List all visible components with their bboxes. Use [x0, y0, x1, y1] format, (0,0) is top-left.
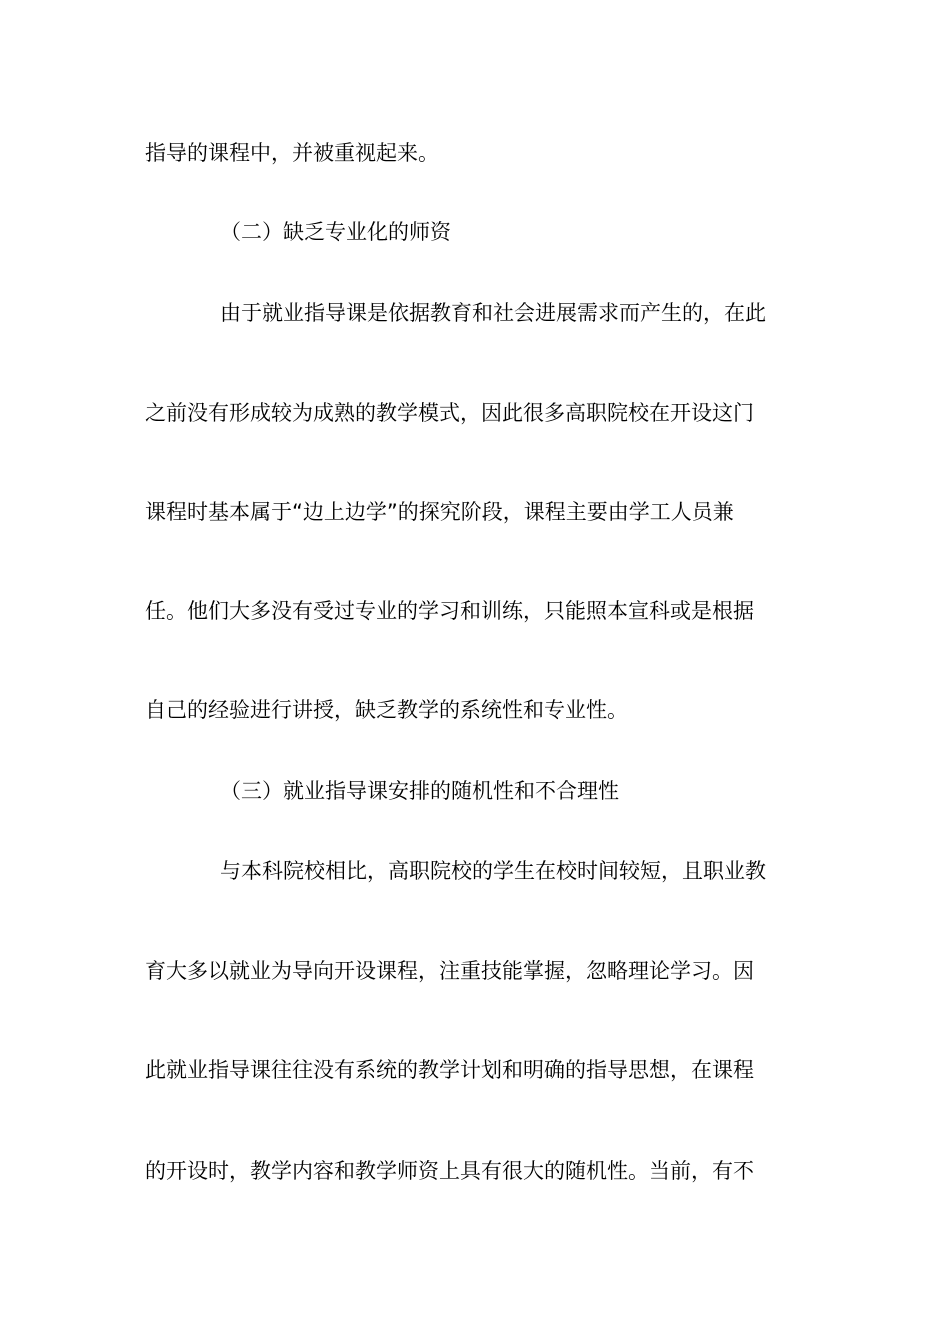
section-heading: （三）就业指导课安排的随机性和不合理性	[220, 779, 619, 803]
paragraph-line: 的开设时，教学内容和教学师资上具有很大的随机性。当前，有不	[145, 1159, 754, 1183]
section-heading: （二）缺乏专业化的师资	[220, 220, 451, 244]
paragraph-line: 之前没有形成较为成熟的教学模式，因此很多高职院校在开设这门	[145, 401, 754, 425]
paragraph-line: 任。他们大多没有受过专业的学习和训练，只能照本宣科或是根据	[145, 599, 754, 623]
paragraph-line: 由于就业指导课是依据教育和社会进展需求而产生的，在此	[220, 301, 766, 325]
paragraph-line: 指导的课程中，并被重视起来。	[145, 141, 439, 165]
paragraph-line: 自己的经验进行讲授，缺乏教学的系统性和专业性。	[145, 698, 628, 722]
paragraph-line: 育大多以就业为导向开设课程，注重技能掌握，忽略理论学习。因	[145, 959, 754, 983]
paragraph-line: 此就业指导课往往没有系统的教学计划和明确的指导思想，在课程	[145, 1058, 754, 1082]
paragraph-line: 课程时基本属于“边上边学”的探究阶段，课程主要由学工人员兼	[145, 500, 734, 524]
paragraph-line: 与本科院校相比，高职院校的学生在校时间较短，且职业教	[220, 859, 766, 883]
